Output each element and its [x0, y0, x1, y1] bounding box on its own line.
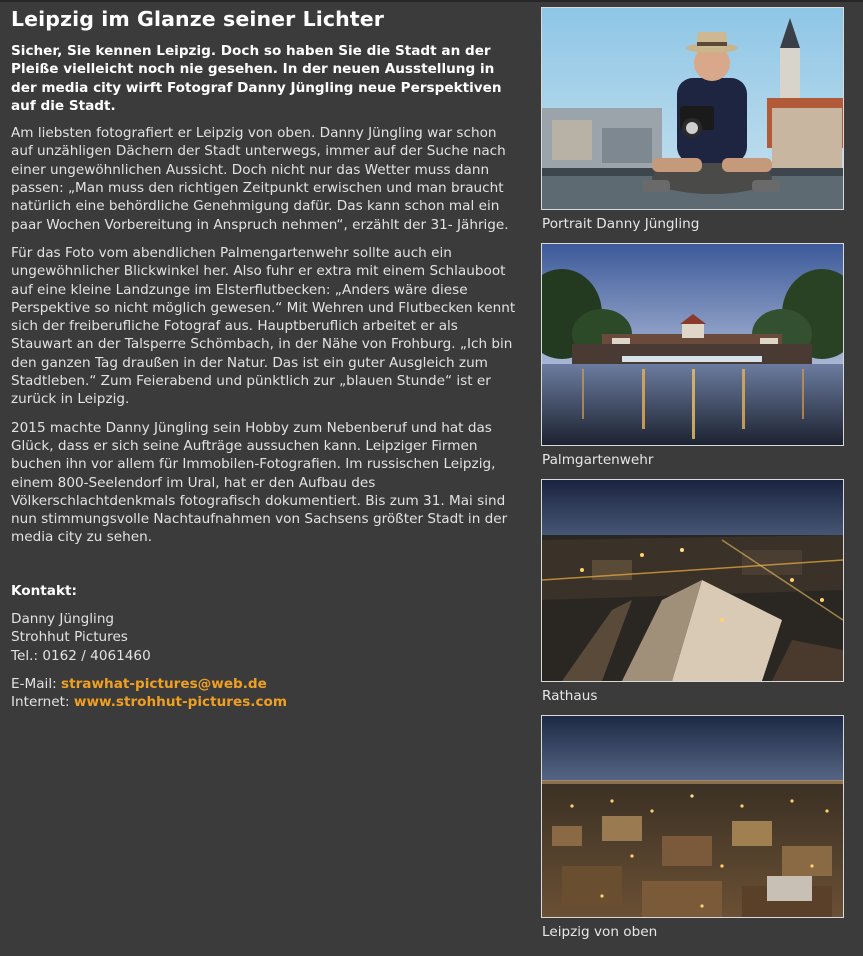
email-link[interactable]: strawhat-pictures@web.de	[61, 675, 267, 692]
gallery-item-leipzig-von-oben	[541, 715, 846, 941]
portrait-photo-image	[542, 8, 843, 209]
contact-title: Kontakt:	[11, 582, 77, 599]
internet-label: Internet:	[11, 694, 70, 711]
website-row	[11, 693, 516, 711]
top-divider	[0, 0, 863, 2]
leipzig-von-oben-photo[interactable]	[541, 715, 844, 918]
rathaus-caption: Rathaus	[542, 688, 598, 704]
gallery-item-portrait	[541, 7, 846, 233]
rathaus-photo[interactable]	[541, 479, 844, 682]
leipzig-von-oben-photo-image	[542, 716, 843, 917]
contact-phone: Tel.: 0162 / 4061460	[11, 647, 151, 664]
website-link[interactable]: www.strohhut-pictures.com	[73, 694, 288, 711]
palmgartenwehr-caption: Palmgartenwehr	[542, 452, 654, 468]
portrait-photo[interactable]	[541, 7, 844, 210]
photo-gallery	[541, 7, 846, 951]
palmgartenwehr-photo[interactable]	[541, 243, 844, 446]
article-lead: Sicher, Sie kennen Leipzig. Doch so haben Sie die Stadt an der Pleiße vielleicht noch nie gesehen. In der neuen Ausstellung in der media city wirft Fotograf Danny Jüngling neue Perspektiven auf die Stadt.	[11, 43, 502, 114]
contact-address	[11, 610, 516, 665]
article-paragraph-2: Für das Foto vom abendlichen Palmengartenwehr sollte auch ein ungewöhnlicher Blickwinkel her. Also fuhr er extra mit einem Schlauboot auf eine kleine Landzunge im Elsterflutbecken: „Anders wäre diese Perspektive so nicht möglich gewesen.“ Mit Wehren und Flutbecken kennt sich der freiberufliche Fotograf aus. Hauptberuflich arbeitet er als Stauwart an der Talsperre Schömbach, in der Nähe von Frohburg. „Ich bin den ganzen Tag draußen in der Natur. Das ist ein guter Ausgleich zum Stadtleben.“ Zum Feierabend und pünktlich zur „blauen Stunde“ ist er zurück in Leipzig.	[11, 244, 516, 408]
rathaus-photo-image	[542, 480, 843, 681]
leipzig-von-oben-caption: Leipzig von oben	[542, 924, 658, 940]
article-title: Leipzig im Glanze seiner Lichter	[11, 7, 384, 31]
contact-name: Danny Jüngling	[11, 611, 115, 628]
article-paragraph-1: Am liebsten fotografiert er Leipzig von oben. Danny Jüngling war schon auf unzähligen Dächern der Stadt unterwegs, immer auf der Suche nach einer ungewöhnlichen Aussicht. Doch nicht nur das Wetter muss dann passen: „Man muss den richtigen Zeitpunkt erwischen und man braucht natürlich eine behördliche Genehmigung dafür. Das kann schon mal ein paar Wochen Vorbereitung in Anspruch nehmen“, erzählt der 31- Jährige.	[11, 125, 509, 233]
article	[11, 6, 516, 722]
gallery-item-rathaus	[541, 479, 846, 705]
contact-company: Strohhut Pictures	[11, 629, 128, 646]
contact-links	[11, 675, 516, 712]
article-paragraph-3: 2015 machte Danny Jüngling sein Hobby zum Nebenberuf und hat das Glück, dass er sich seine Aufträge aussuchen kann. Leipziger Firmen buchen ihn vor allem für Immobilen-Fotografien. Im russischen Leipzig, einem 800-Seelendorf im Ural, hat er den Aufbau des Völkerschlachtdenkmals fotografisch dokumentiert. Bis zum 31. Mai sind nun stimmungsvolle Nachtaufnahmen von Sachsens größter Stadt in der media city zu sehen.	[11, 419, 508, 546]
portrait-caption: Portrait Danny Jüngling	[542, 216, 700, 232]
gallery-item-palmgartenwehr	[541, 243, 846, 469]
palmgartenwehr-photo-image	[542, 244, 843, 445]
email-row	[11, 675, 516, 693]
email-label: E-Mail:	[11, 675, 57, 692]
